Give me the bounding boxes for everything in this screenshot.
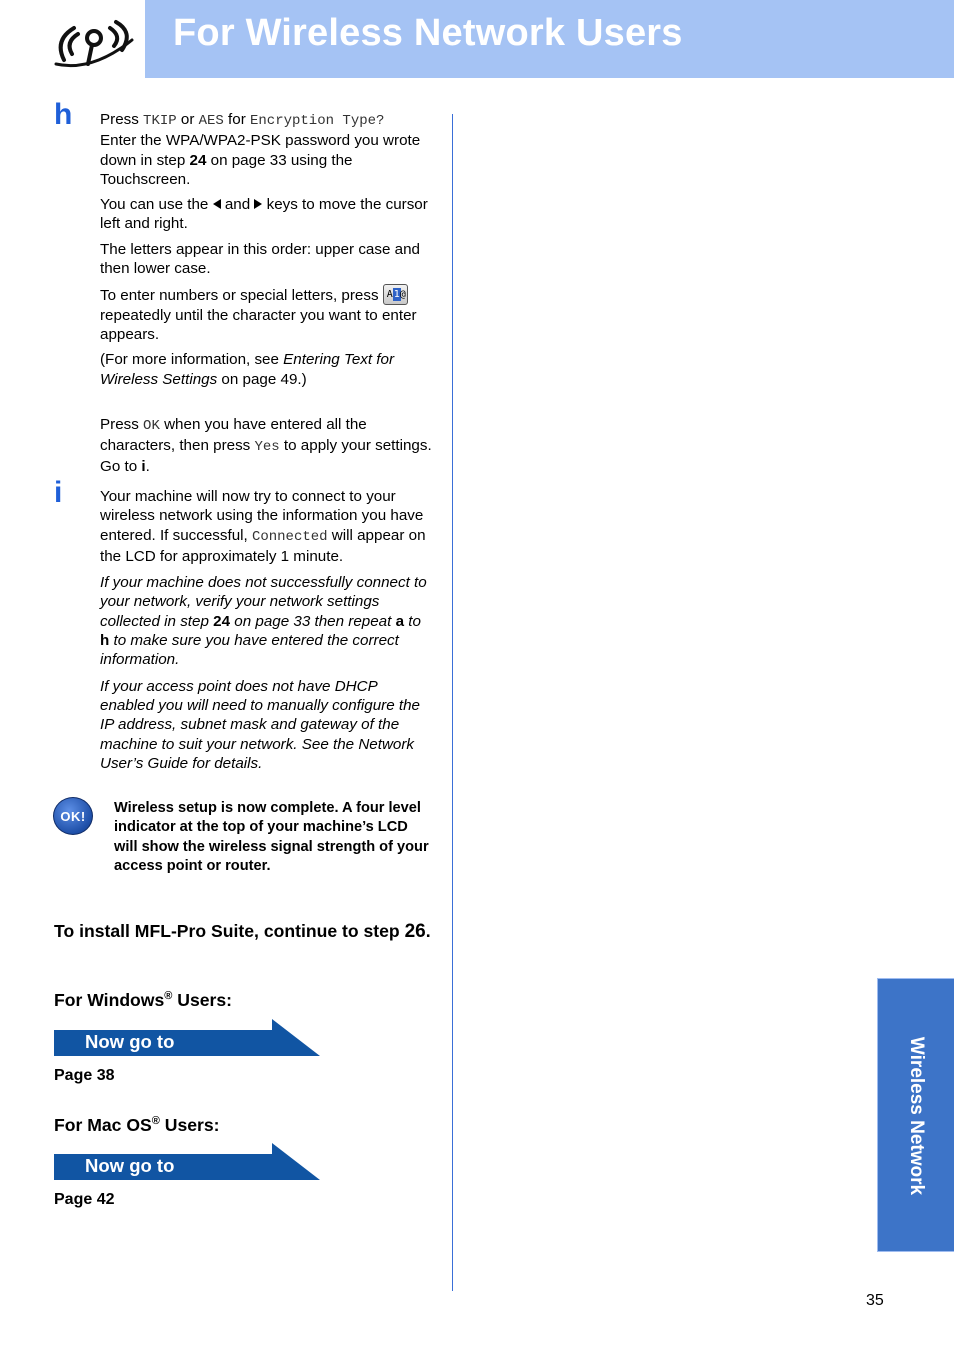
- ok-badge-icon: OK!: [53, 797, 93, 835]
- mac-now-go-to-banner: [54, 1143, 320, 1181]
- side-tab-label: Wireless Network: [906, 1036, 927, 1196]
- column-divider: [452, 114, 453, 1291]
- encryption-type-text: Encryption Type?: [250, 113, 385, 129]
- windows-heading: For Windows® Users:: [54, 990, 233, 1010]
- step-i-body: Your machine will now try to connect to your wireless network using the information you have entered. If successful, Connected will appear on the LCD for approximately 1 minute. If your machine does not successfully connect to your network, verify your network settings collected in step 24 on page 33 then repeat a to h to make sure you have entered the correct information. If your access point does not have DHCP enabled you will need to manually configure the IP address, subnet mask and gateway of the machine to suit your network. See the Network User’s Guide for details.: [100, 487, 432, 779]
- mac-page-ref: Page 42: [54, 1191, 115, 1208]
- yes-key-text: Yes: [254, 439, 280, 456]
- now-go-to-label: Now go to: [85, 1155, 175, 1176]
- reference-title: Entering Text for Wireless Settings: [100, 351, 395, 388]
- header-bar: [145, 0, 954, 78]
- install-heading: To install MFL-Pro Suite, continue to step 26.: [54, 921, 431, 942]
- page-title: For Wireless Network Users: [173, 12, 683, 54]
- step-ref-24: 24: [189, 151, 207, 169]
- windows-now-go-to-banner: [54, 1019, 320, 1057]
- left-arrow-key-icon: [213, 199, 221, 209]
- a1-key-icon: A 1 @: [383, 284, 408, 305]
- tkip-option-text: TKIP: [143, 113, 177, 129]
- dhcp-note: If your access point does not have DHCP enabled you will need to manually configure the IP address, subnet mask and gateway of the machine to suit your network. See the Network User’s Guide for details.: [100, 677, 420, 772]
- aes-option-text: AES: [198, 113, 224, 129]
- connected-status-text: Connected: [251, 528, 328, 545]
- step-ref-i: i: [141, 458, 146, 476]
- letter-order-text: The letters appear in this order: upper case and then lower case.: [100, 240, 420, 278]
- mac-heading: For Mac OS® Users:: [54, 1115, 220, 1135]
- setup-complete-text: Wireless setup is now complete. A four level indicator at the top of your machine’s LCD will show the wireless signal strength of your access point or router.: [114, 800, 429, 875]
- step-letter-h: h: [54, 98, 73, 131]
- step-h-body: Press TKIP or AES for Encryption Type? Enter the WPA/WPA2-PSK password you wrote down in step 24 on page 33 using the Touchscreen. You can use the and keys to move the cursor left and right. The letters appear in this order: upper case and then lower case. To enter numbers or special letters, press A 1 @ repeatedly until the character you want to enter appears. (For more information, see Entering Text for Wireless Settings on page 49.) Press OK when you have entered all the characters, then press Yes to apply your settings. Go to i.: [100, 111, 432, 476]
- page-number: 35: [866, 1292, 884, 1309]
- ok-key-text: OK: [143, 417, 160, 434]
- section-side-tab: [877, 978, 954, 1252]
- step-letter-i: i: [54, 476, 63, 509]
- windows-page-ref: Page 38: [54, 1067, 115, 1084]
- wireless-logo-icon: [52, 10, 136, 68]
- now-go-to-label: Now go to: [85, 1031, 175, 1052]
- connection-failure-note: If your machine does not successfully connect to your network, verify your network settings collected in step 24 on page 33 then repeat a to h to make sure you have entered the correct information.: [100, 574, 427, 669]
